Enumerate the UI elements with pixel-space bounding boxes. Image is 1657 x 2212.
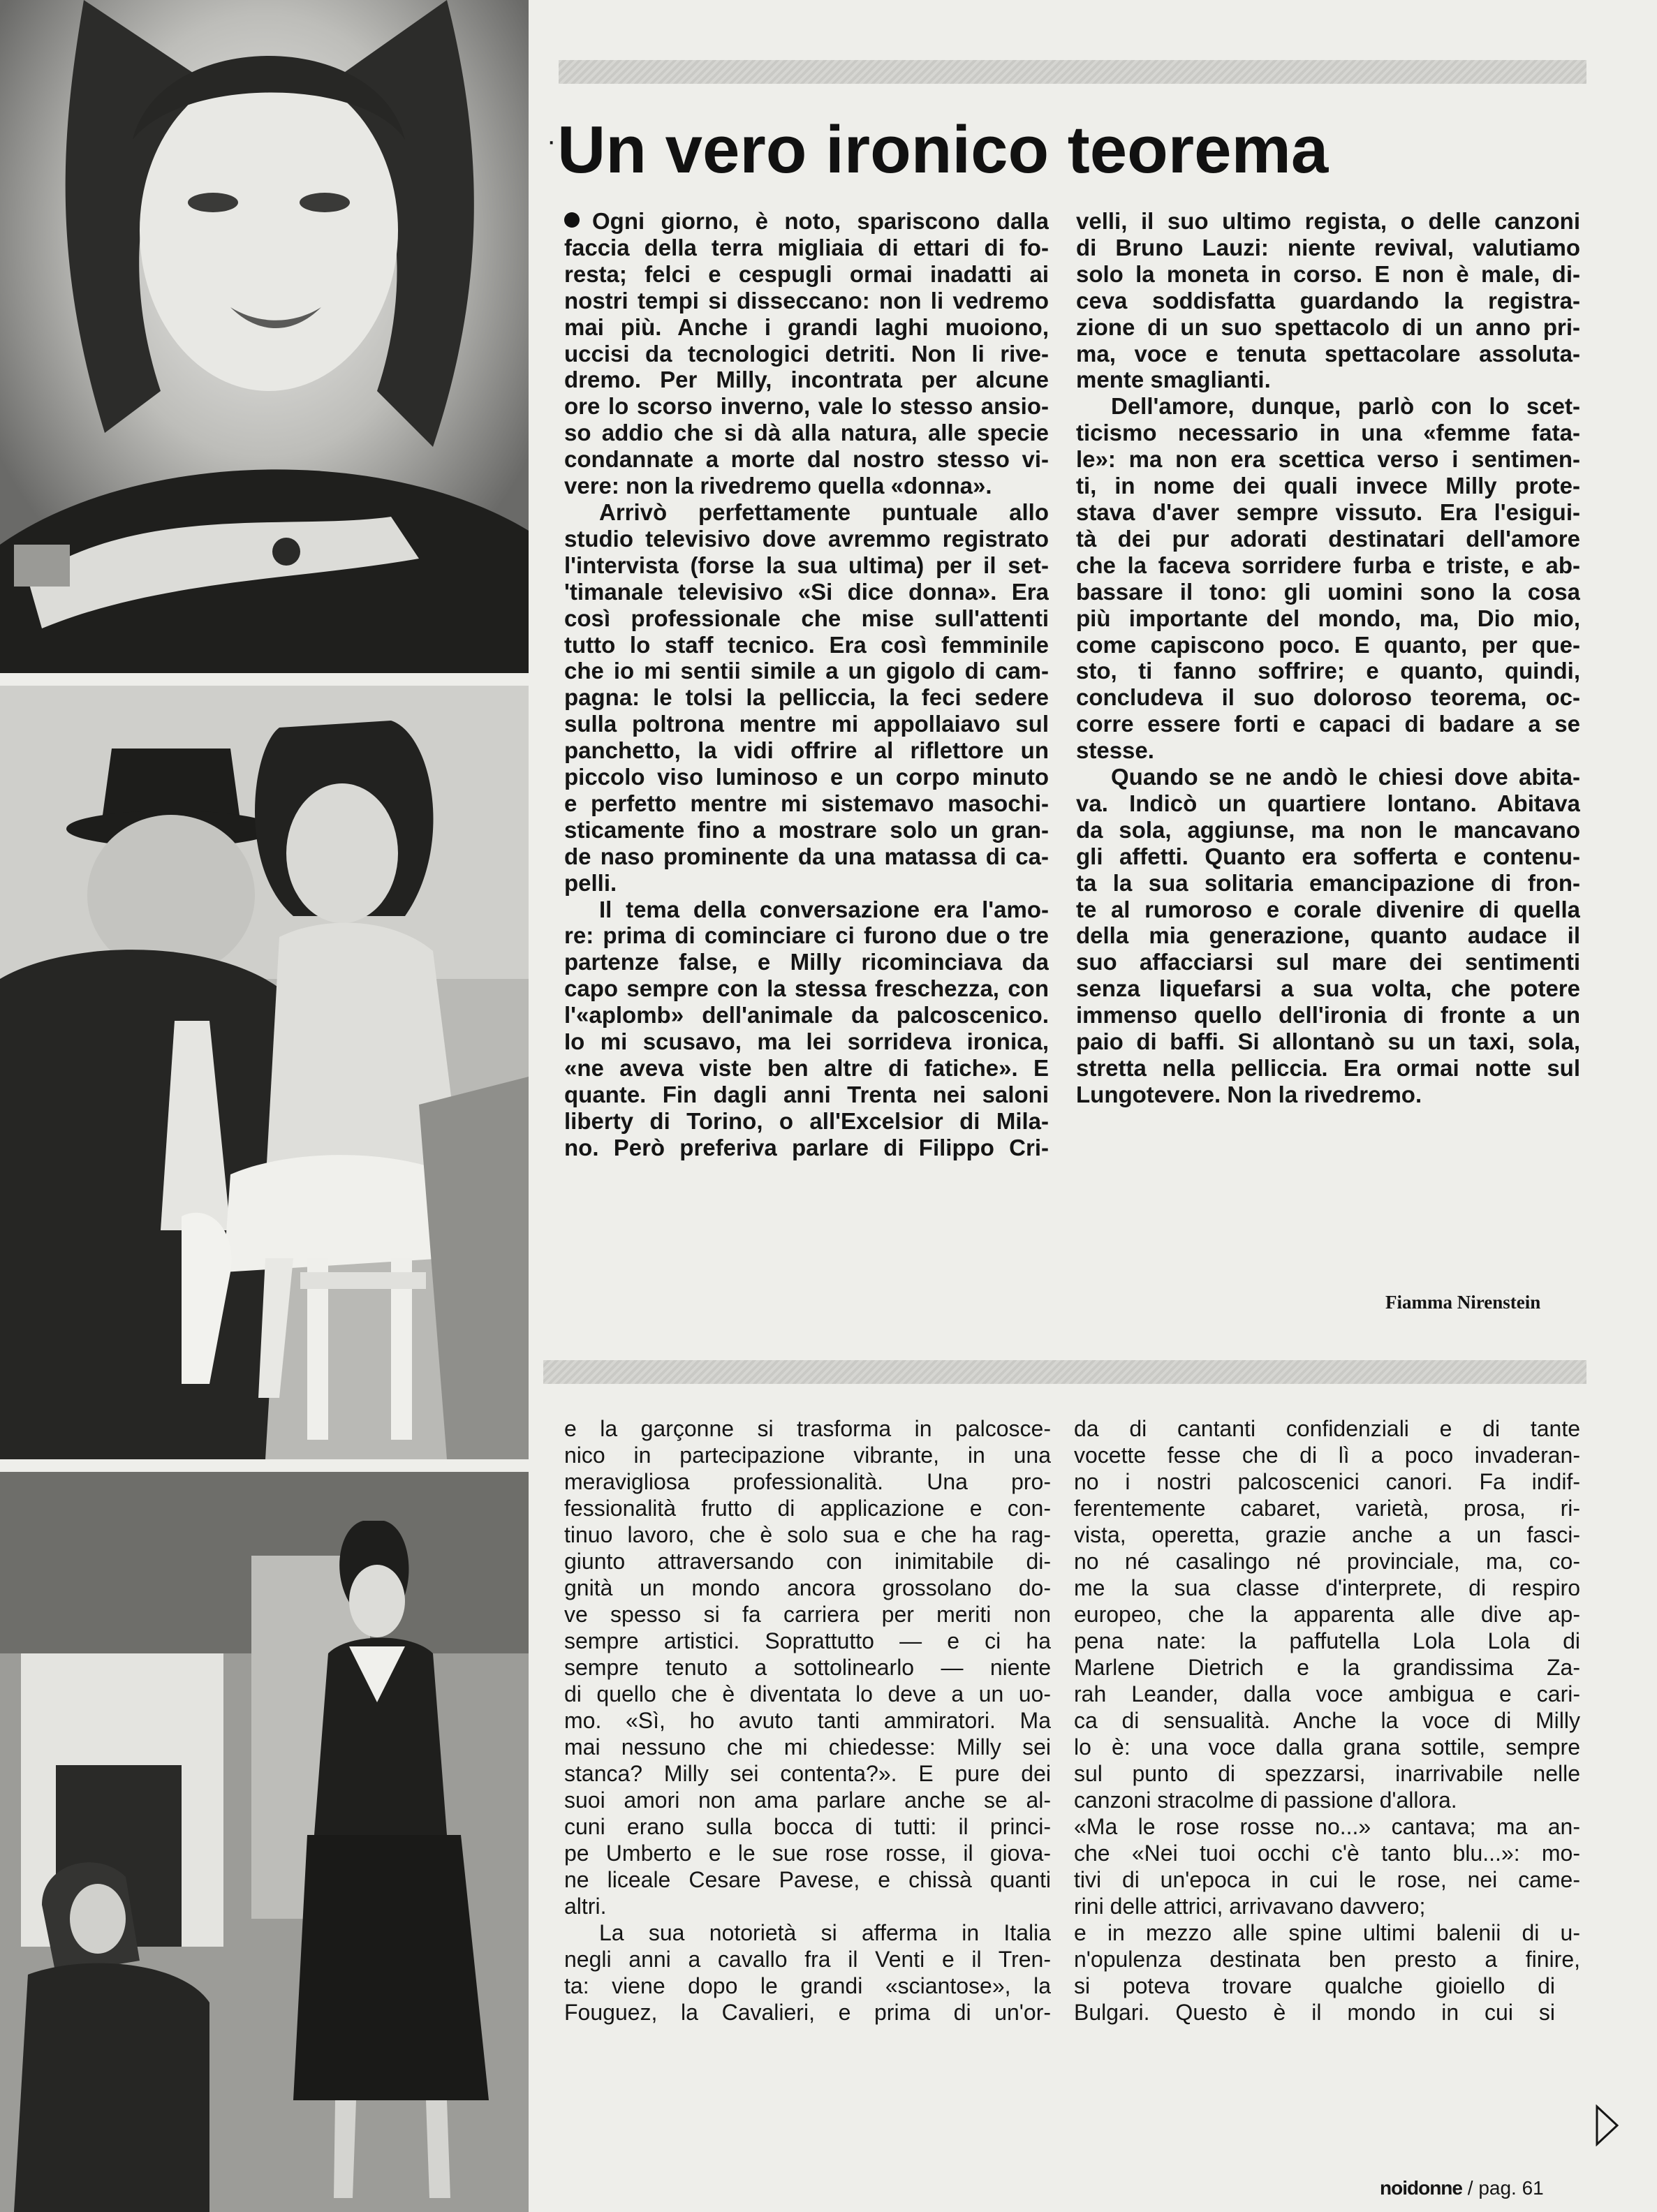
magazine-brand: noidonne (1380, 2177, 1462, 2199)
text-line: ta la sua solitaria emancipazione di fron- (1076, 869, 1580, 896)
text-line: stretta nella pelliccia. Era ormai notte sul (1076, 1055, 1580, 1081)
text-line: negli anni a cavallo fra il Venti e il Tren- (564, 1947, 1051, 1972)
text-line: come capiscono poco. E quanto, per que- (1076, 631, 1580, 658)
text-line: tà dei pur adorati destinatari dell'amore (1076, 525, 1580, 552)
text-line: Ogni giorno, è noto, spariscono dalla (564, 208, 1049, 235)
text-line: faccia della terra migliaia di ettari di fo- (564, 234, 1049, 260)
bottom-column-right (1074, 1415, 1580, 2026)
text-line: te al rumoroso e corale divenire di quella (1076, 896, 1580, 922)
footer-separator: / (1467, 2177, 1473, 2199)
text-line: Io mi scusavo, ma lei sorrideva ironica, (564, 1028, 1049, 1055)
text-line: vocette fesse che di lì a poco invaderan- (1074, 1443, 1580, 1468)
text-line: sempre tenuto a sottolinearlo — niente (564, 1655, 1051, 1680)
text-line: rah Leander, dalla voce ambigua e cari- (1074, 1681, 1580, 1706)
text-line: «Ma le rose rosse no...» cantava; ma an- (1074, 1814, 1580, 1839)
text-line: piccolo viso luminoso e un corpo minuto (564, 764, 1049, 790)
text-line: partenze false, e Milly ricominciava da (564, 949, 1049, 975)
text-line: no. Però preferiva parlare di Filippo Cri- (564, 1134, 1049, 1160)
text-line: me la sua classe d'interprete, di respiro (1074, 1575, 1580, 1600)
text-line: «ne aveva viste ben altre di fatiche». E (564, 1055, 1049, 1081)
text-line: lo è: una voce dalla grana sottile, sempre (1074, 1734, 1580, 1760)
portrait-photo-illustration (0, 0, 529, 673)
text-line: studio televisivo dove avremmo registrato (564, 525, 1049, 552)
text-line: no i nostri palcoscenici canori. Fa indif- (1074, 1469, 1580, 1494)
text-line: sto, ti fanno soffrire; e quanto, quindi, (1076, 658, 1580, 684)
text-line: de naso prominente da una matassa di ca- (564, 843, 1049, 869)
text-line: più importante del mondo, ma, Dio mio, (1076, 605, 1580, 631)
text-line: da sola, aggiunse, ma non le mancavano (1076, 816, 1580, 843)
text-line: Marlene Dietrich e la grandissima Za- (1074, 1655, 1580, 1680)
text-line: pe Umberto e le sue rose rosse, il giova- (564, 1841, 1051, 1866)
text-line: resta; felci e cespugli ormai inadatti ai (564, 260, 1049, 287)
text-line: velli, il suo ultimo regista, o delle canzoni (1076, 208, 1580, 234)
text-line: europeo, che la apparenta alle dive ap- (1074, 1602, 1580, 1627)
text-line: ore lo scorso inverno, vale lo stesso ansio- (564, 393, 1049, 420)
scene-photo-couple-illustration (0, 686, 529, 1459)
text-line: Arrivò perfettamente puntuale allo (599, 499, 1049, 525)
text-line: altri. (564, 1894, 607, 1919)
text-line: sul punto di spezzarsi, inarrivabile nelle (1074, 1761, 1580, 1786)
text-line: mo. «Sì, ho avuto tanti ammiratori. Ma (564, 1708, 1051, 1733)
text-line: liberty di Torino, o all'Excelsior di Mila- (564, 1107, 1049, 1134)
text-line: stanca? Milly sei contenta?». E pure dei (564, 1761, 1051, 1786)
text-line: suoi amori non ama parlare anche se al- (564, 1787, 1051, 1813)
text-line: sempre artistici. Soprattutto — e ci ha (564, 1628, 1051, 1653)
text-line: sulla poltrona mentre mi appollaiavo sul (564, 711, 1049, 737)
text-line: Il tema della conversazione era l'amo- (599, 896, 1049, 922)
headline-dash: · (547, 126, 557, 156)
text-line: rini delle attrici, arrivavano davvero; (1074, 1894, 1426, 1919)
text-line: ma, voce e tenuta spettacolare assoluta- (1076, 340, 1580, 367)
text-line: concludeva il suo doloroso teorema, oc- (1076, 684, 1580, 711)
text-line: corre essere forti e capaci di badare a se (1076, 711, 1580, 737)
text-line: panchetto, la vidi offrire al riflettore un (564, 737, 1049, 764)
text-line: stesse. (1076, 737, 1154, 764)
text-line: pena nate: la paffutella Lola Lola di (1074, 1628, 1580, 1653)
text-line: ta: viene dopo le grandi «sciantose», la (564, 1973, 1051, 1998)
text-line: l'intervista (forse la sua ultima) per il set- (564, 552, 1049, 578)
bullet-icon (564, 212, 580, 228)
text-line: suo affacciarsi sul mare dei sentimenti (1076, 949, 1580, 975)
text-line: pagna: le tolsi la pelliccia, la feci sedere (564, 684, 1049, 711)
text-line: sticamente fino a mostrare solo un gran- (564, 816, 1049, 843)
text-line: Dell'amore, dunque, parlò con lo scet- (1111, 393, 1580, 420)
text-line: solo la moneta in corso. E non è male, di- (1076, 260, 1580, 287)
text-line: immenso quello dell'ironia di fronte a un (1076, 1002, 1580, 1028)
text-line: ti, in nome dei quali invece Milly prote- (1076, 473, 1580, 499)
text-line: so addio che si dà alla natura, alle specie (564, 420, 1049, 446)
scene-photo-couple (0, 686, 529, 1459)
text-line: bassare il tono: gli uomini sono la cosa (1076, 578, 1580, 605)
text-line: dremo. Per Milly, incontrata per alcune (564, 367, 1049, 393)
text-line: n'opulenza destinata ben presto a finire, (1074, 1947, 1580, 1972)
text-line: le»: ma non era scettica verso i sentimen- (1076, 446, 1580, 473)
text-line: La sua notorietà si afferma in Italia (599, 1920, 1051, 1945)
text-line: Quando se ne andò le chiesi dove abita- (1111, 764, 1580, 790)
text-line: nico in partecipazione vibrante, in una (564, 1443, 1051, 1468)
portrait-photo (0, 0, 529, 673)
text-line: della mia generazione, quanto audace il (1076, 922, 1580, 949)
text-line: mai nessuno che mi chiedesse: Milly sei (564, 1734, 1051, 1760)
text-line: meravigliosa professionalità. Una pro- (564, 1469, 1051, 1494)
text-line: quante. Fin dagli anni Trenta nei saloni (564, 1081, 1049, 1107)
scene-photo-room (0, 1472, 529, 2212)
text-line: paio di baffi. Si allontanò su un taxi, sola, (1076, 1028, 1580, 1055)
text-line: di Bruno Lauzi: niente revival, valutiamo (1076, 234, 1580, 260)
text-line: così professionale che mise sull'attenti (564, 605, 1049, 631)
text-line: e perfetto mentre mi sistemavo masochi- (564, 790, 1049, 816)
text-line: si poteva trovare qualche gioiello di (1074, 1973, 1555, 1998)
text-line: Bulgari. Questo è il mondo in cui si (1074, 2000, 1555, 2025)
text-line: zione di un suo spettacolo di un anno pri- (1076, 314, 1580, 340)
text-line: vista, operetta, grazie anche a un fasci- (1074, 1522, 1580, 1547)
text-line: mai più. Anche i grandi laghi muoiono, (564, 314, 1049, 340)
top-rule (559, 60, 1586, 84)
text-line: e in mezzo alle spine ultimi balenii di u- (1074, 1920, 1580, 1945)
text-line: che la faceva sorridere furba e triste, e ab- (1076, 552, 1580, 578)
continue-arrow-icon (1595, 2104, 1620, 2146)
text-line: che «Nei tuoi occhi c'è tanto blu...»: mo- (1074, 1841, 1580, 1866)
text-line: va. Indicò un quartiere lontano. Abitava (1076, 790, 1580, 816)
text-line: tivi di un'epoca in cui le rose, nei came- (1074, 1867, 1580, 1892)
text-line: giunto attraversando con inimitabile di- (564, 1549, 1051, 1574)
page-footer (1380, 2177, 1544, 2199)
headline: Un vero ironico teorema (557, 112, 1329, 187)
text-line: senza liquefarsi a sua volta, che potere (1076, 975, 1580, 1002)
text-line: ca di sensualità. Anche la voce di Milly (1074, 1708, 1580, 1733)
text-line: e la garçonne si trasforma in palcosce- (564, 1416, 1051, 1441)
text-line: gnità un mondo ancora grossolano do- (564, 1575, 1051, 1600)
text-line: uccisi da tecnologici detriti. Non li rive- (564, 340, 1049, 367)
text-line: vere: non la rivedremo quella «donna». (564, 473, 992, 499)
text-line: ceva soddisfatta guardando la registra- (1076, 287, 1580, 314)
text-line: ve spesso si fa carriera per meriti non (564, 1602, 1051, 1627)
text-line: condannate a morte dal nostro stesso vi- (564, 446, 1049, 473)
text-line: cuni erano sulla bocca di tutti: il princi- (564, 1814, 1051, 1839)
page-number: 61 (1522, 2177, 1544, 2199)
text-line: gli affetti. Quanto era sofferta e contenu- (1076, 843, 1580, 869)
text-line: ne liceale Cesare Pavese, e chissà quanti (564, 1867, 1051, 1892)
text-line: di quello che è diventata lo deve a un uo- (564, 1681, 1051, 1706)
text-line: re: prima di cominciare ci furono due o tre (564, 922, 1049, 949)
text-line: che io mi sentii simile a un gigolo di cam- (564, 658, 1049, 684)
text-line: fessionalità frutto di applicazione e con- (564, 1496, 1051, 1521)
text-line: no né casalingo né provinciale, ma, co- (1074, 1549, 1580, 1574)
author-signature: Fiamma Nirenstein (1385, 1292, 1541, 1313)
scene-photo-room-illustration (0, 1472, 529, 2212)
text-line: ticismo necessario in una «femme fata- (1076, 420, 1580, 446)
middle-rule (543, 1360, 1586, 1384)
text-line: mente smaglianti. (1076, 367, 1271, 393)
text-line: 'timanale televisivo «Si dice donna». Era (564, 578, 1049, 605)
text-line: nostri tempi si disseccano: non li vedremo (564, 287, 1049, 314)
text-line: ferentemente cabaret, varietà, prosa, ri- (1074, 1496, 1580, 1521)
page-label: pag. (1478, 2177, 1517, 2199)
text-line: da di cantanti confidenziali e di tante (1074, 1416, 1580, 1441)
text-line: Lungotevere. Non la rivedremo. (1076, 1081, 1422, 1107)
text-line: tutto lo staff tecnico. Era così femminile (564, 631, 1049, 658)
bottom-column-left (564, 1415, 1051, 2026)
text-line: stava d'aver sempre vissuto. Era l'esigui- (1076, 499, 1580, 525)
text-line: canzoni stracolme di passione d'allora. (1074, 1787, 1457, 1813)
article-column-right (1076, 208, 1580, 1108)
article-column-left (564, 208, 1049, 1161)
text-line: Fouguez, la Cavalieri, e prima di un'or- (564, 2000, 1051, 2025)
text-line: capo sempre con la stessa freschezza, con (564, 975, 1049, 1002)
text-line: pelli. (564, 869, 617, 896)
text-line: tinuo lavoro, che è solo sua e che ha rag- (564, 1522, 1051, 1547)
text-line: l'«aplomb» dell'animale da palcoscenico. (564, 1002, 1049, 1028)
